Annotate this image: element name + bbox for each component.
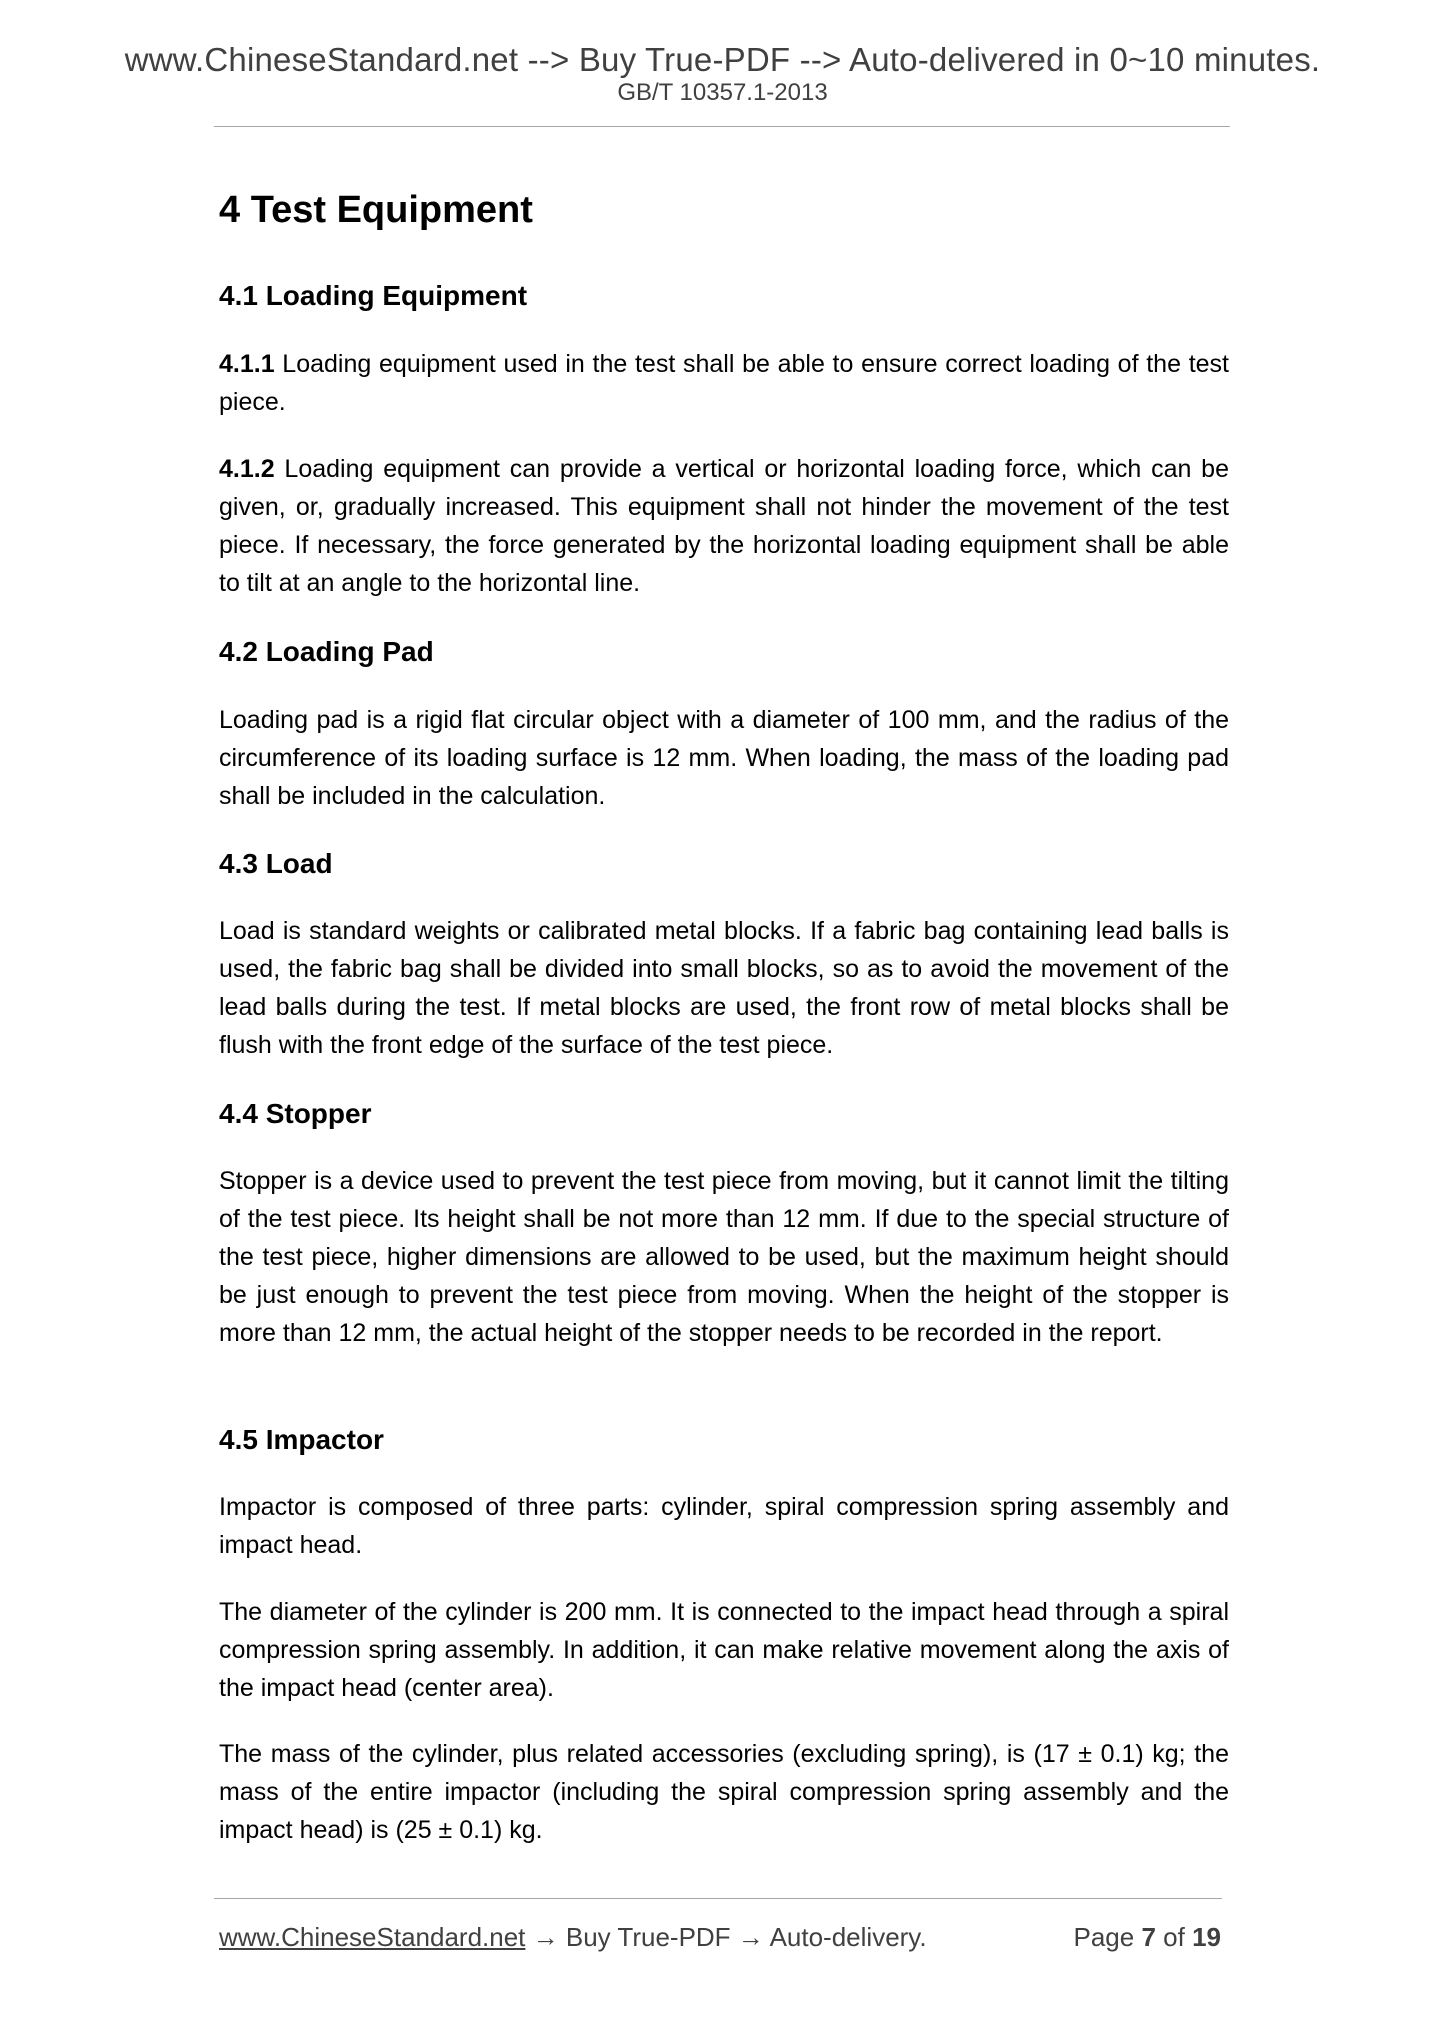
paragraph-4-3: Load is standard weights or calibrated metal blocks. If a fabric bag containing lead balls is used, the fabric bag shall be divided into small blocks, so as to avoid the movement of the lead balls during the test. If metal blocks are used, the front row of metal blocks shall be flush with the front edge of the surface of the test piece. xyxy=(219,917,1229,1059)
footer-promo xyxy=(219,1920,927,1954)
footer-site-link[interactable]: www.ChineseStandard.net xyxy=(219,1922,526,1952)
subsection-heading-4-4: 4.4 Stopper xyxy=(219,1098,372,1129)
paragraph-4-1-2 xyxy=(219,450,1229,602)
footer-promo-text: → Buy True-PDF → Auto-delivery. xyxy=(525,1922,927,1952)
header-divider xyxy=(214,126,1230,127)
page-number xyxy=(1073,1920,1221,1954)
top-banner: www.ChineseStandard.net --> Buy True-PDF --> Auto-delivered in 0~10 minutes. xyxy=(124,41,1321,78)
paragraph-text: Loading equipment can provide a vertical or horizontal loading force, which can be given, or, gradually increased. This equipment shall not hinder the movement of the test piece. If necessary, the force generated by the horizontal loading equipment shall be able to tilt at an angle to the horizontal line. xyxy=(219,455,1229,597)
subsection-heading-4-1: 4.1 Loading Equipment xyxy=(219,280,528,311)
section-title: 4 Test Equipment xyxy=(219,189,533,231)
paragraph-4-5-b: The diameter of the cylinder is 200 mm. It is connected to the impact head through a spiral compression spring assembly. In addition, it can make relative movement along the axis of the impact head (center area). xyxy=(219,1598,1229,1702)
page-of-label: of xyxy=(1163,1922,1185,1952)
paragraph-4-4: Stopper is a device used to prevent the test piece from moving, but it cannot limit the tilting of the test piece. Its height shall be not more than 12 mm. If due to the special structure of the test piece, higher dimensions are allowed to be used, but the maximum height should be just enough to prevent the test piece from moving. When the height of the stopper is more than 12 mm, the actual height of the stopper needs to be recorded in the report. xyxy=(219,1167,1229,1347)
standard-code: GB/T 10357.1-2013 xyxy=(617,79,828,106)
paragraph-4-5-a: Impactor is composed of three parts: cylinder, spiral compression spring assembly and impact head. xyxy=(219,1493,1229,1559)
subsection-heading-4-2: 4.2 Loading Pad xyxy=(219,636,434,667)
subsection-heading-4-3: 4.3 Load xyxy=(219,848,333,879)
paragraph-text: Loading equipment used in the test shall be able to ensure correct loading of the test piece. xyxy=(219,350,1229,416)
footer-divider xyxy=(214,1898,1222,1899)
clause-number: 4.1.2 xyxy=(219,455,275,483)
paragraph-4-5-c: The mass of the cylinder, plus related accessories (excluding spring), is (17 ± 0.1) kg; the mass of the entire impactor (including the spiral compression spring assembly and the impact head) is (25 ± 0.1) kg. xyxy=(219,1740,1229,1844)
page-current: 7 xyxy=(1141,1922,1156,1952)
page-total: 19 xyxy=(1192,1922,1221,1952)
paragraph-4-1-1 xyxy=(219,345,1229,421)
paragraph-4-2: Loading pad is a rigid flat circular object with a diameter of 100 mm, and the radius of the circumference of its loading surface is 12 mm. When loading, the mass of the loading pad shall be included in the calculation. xyxy=(219,706,1229,810)
subsection-heading-4-5: 4.5 Impactor xyxy=(219,1424,384,1455)
clause-number: 4.1.1 xyxy=(219,350,275,378)
page-label: Page xyxy=(1073,1922,1135,1952)
